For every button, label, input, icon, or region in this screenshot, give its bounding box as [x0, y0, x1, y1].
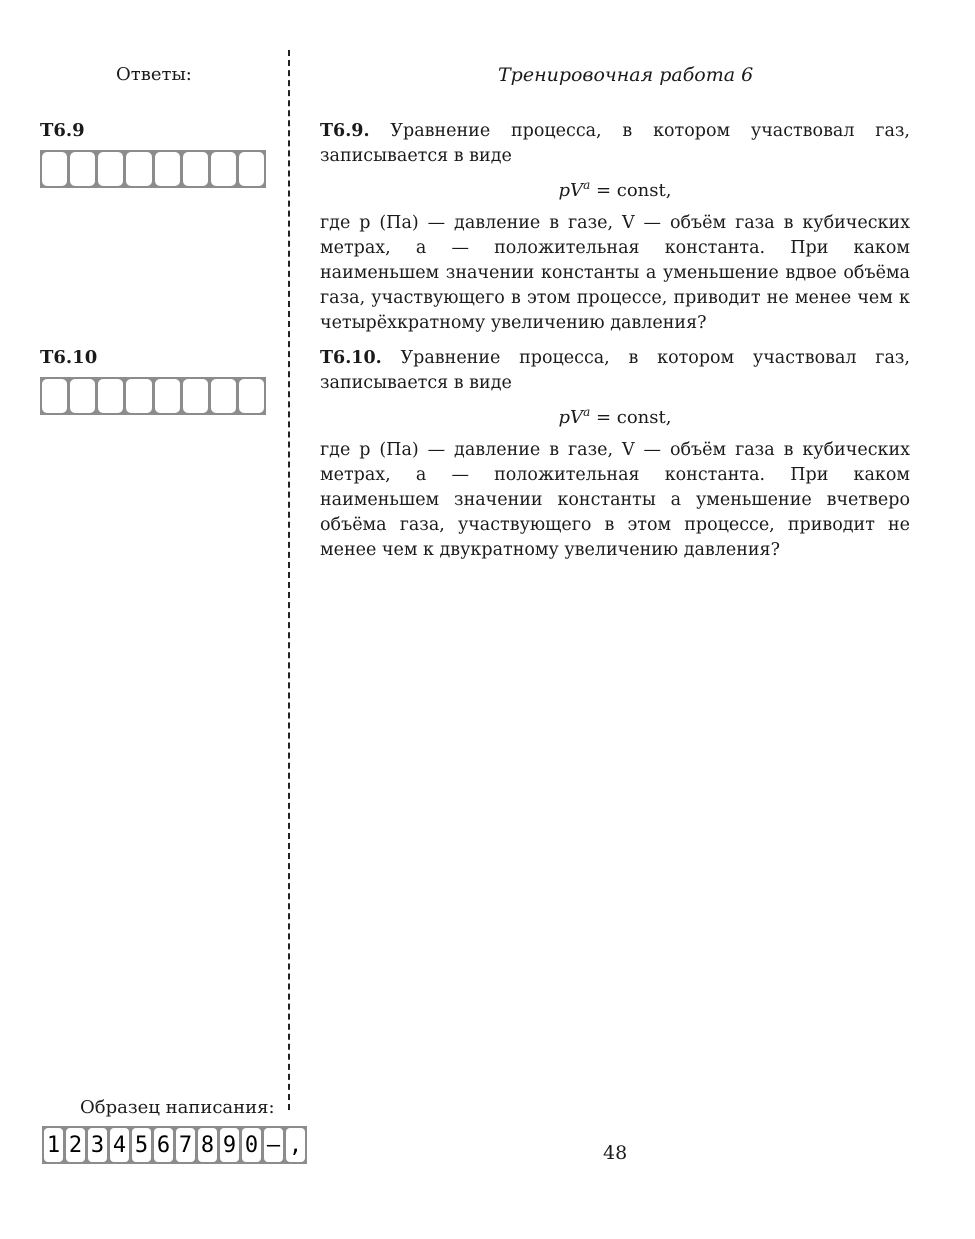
answer-cells-t6-10[interactable] [40, 377, 266, 415]
sample-writing-row [42, 1126, 307, 1164]
answer-cell[interactable] [98, 152, 123, 186]
work-title: Тренировочная работа 6 [498, 64, 754, 86]
answer-cell[interactable] [239, 379, 264, 413]
dashed-divider [288, 50, 290, 1110]
answer-cell[interactable] [126, 152, 151, 186]
answer-cell[interactable] [42, 152, 67, 186]
sample-label: Образец написания: [80, 1097, 275, 1118]
sample-char: 5 [132, 1128, 151, 1162]
sample-char: 2 [66, 1128, 85, 1162]
sample-char: 4 [110, 1128, 129, 1162]
sample-char: 3 [88, 1128, 107, 1162]
answer-cell[interactable] [239, 152, 264, 186]
task-body: где p (Па) — давление в газе, V — объём газа в кубических метрах, a — положительная константа. При каком наименьшем значении константы a уменьшение вчетверо объёма газа, участвующего в этом процессе, приводит не менее чем к двукратному увеличению давления? [320, 440, 910, 560]
answers-header: Ответы: [116, 64, 192, 85]
answer-cell[interactable] [211, 152, 236, 186]
sample-char: – [264, 1128, 283, 1162]
task-formula: $pV^a$ = const, [558, 405, 672, 428]
answer-cell[interactable] [183, 152, 208, 186]
task-number: Т6.9. [320, 121, 370, 141]
sample-char: 0 [242, 1128, 261, 1162]
sample-char: 9 [220, 1128, 239, 1162]
answer-cell[interactable] [126, 379, 151, 413]
sample-char: 7 [176, 1128, 195, 1162]
answer-cell[interactable] [42, 379, 67, 413]
sample-char: 6 [154, 1128, 173, 1162]
task-t6-10 [320, 346, 910, 563]
answer-cells-t6-9[interactable] [40, 150, 266, 188]
task-intro: Уравнение процесса, в котором участвовал газ, записывается в виде [320, 348, 910, 393]
answer-cell[interactable] [183, 379, 208, 413]
task-formula: $pV^a$ = const, [558, 178, 672, 201]
task-number: Т6.10. [320, 348, 382, 368]
task-body: где p (Па) — давление в газе, V — объём газа в кубических метрах, a — положительная константа. При каком наименьшем значении константы a уменьшение вдвое объёма газа, участвующего в этом процессе, приводит не менее чем к четырёхкратному увеличению давления? [320, 213, 910, 333]
task-t6-9 [320, 119, 910, 336]
sample-char: 1 [44, 1128, 63, 1162]
page-number: 48 [603, 1142, 628, 1164]
answer-cell[interactable] [98, 379, 123, 413]
answer-cell[interactable] [70, 152, 95, 186]
answer-label-t6-10: Т6.10 [40, 347, 98, 368]
answer-label-t6-9: Т6.9 [40, 120, 85, 141]
answer-cell[interactable] [155, 152, 180, 186]
sample-char: , [286, 1128, 305, 1162]
answer-cell[interactable] [211, 379, 236, 413]
answer-cell[interactable] [155, 379, 180, 413]
sample-char: 8 [198, 1128, 217, 1162]
task-intro: Уравнение процесса, в котором участвовал газ, записывается в виде [320, 121, 910, 166]
answer-cell[interactable] [70, 379, 95, 413]
